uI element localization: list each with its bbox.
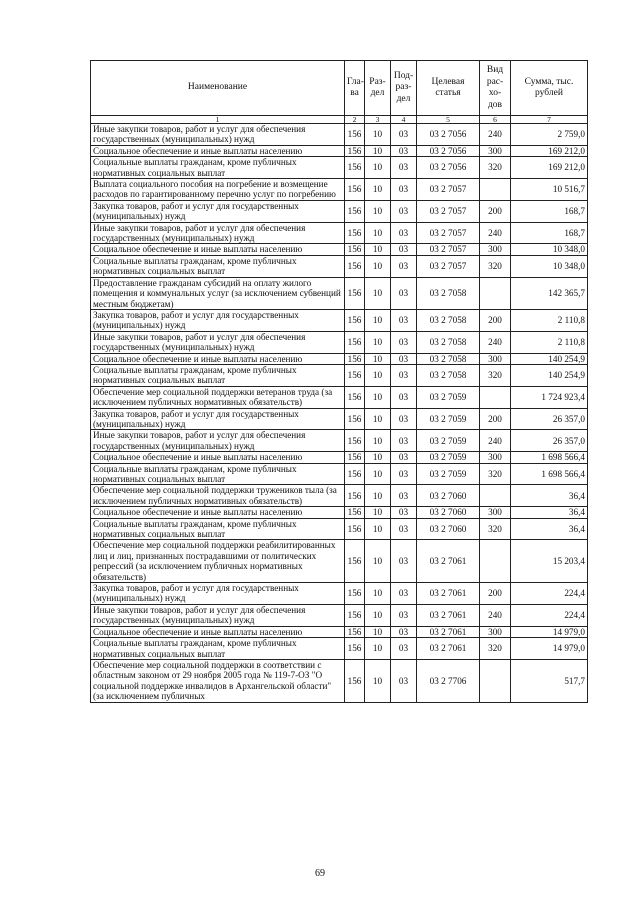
cell-podrazdel: 03	[391, 255, 417, 277]
cell-celevaya-statya: 03 2 7057	[417, 222, 480, 244]
column-number: 3	[365, 116, 391, 124]
cell-summa: 36,4	[511, 485, 588, 507]
cell-celevaya-statya: 03 2 7056	[417, 124, 480, 146]
cell-name: Социальные выплаты гражданам, кроме публичных нормативных социальных выплат	[91, 638, 345, 660]
cell-celevaya-statya: 03 2 7057	[417, 179, 480, 201]
cell-name: Социальное обеспечение и иные выплаты населению	[91, 244, 345, 255]
cell-summa: 224,4	[511, 604, 588, 626]
cell-razdel: 10	[365, 626, 391, 637]
table-row	[91, 244, 588, 255]
column-number: 5	[417, 116, 480, 124]
cell-summa: 1 698 566,4	[511, 452, 588, 463]
cell-razdel: 10	[365, 583, 391, 605]
cell-glava: 156	[345, 638, 365, 660]
cell-vid-rashodov: 300	[480, 452, 511, 463]
cell-podrazdel: 03	[391, 244, 417, 255]
cell-celevaya-statya: 03 2 7058	[417, 309, 480, 331]
cell-celevaya-statya: 03 2 7056	[417, 157, 480, 179]
cell-vid-rashodov: 300	[480, 353, 511, 364]
cell-glava: 156	[345, 626, 365, 637]
cell-summa: 2 110,8	[511, 331, 588, 353]
cell-summa: 14 979,0	[511, 626, 588, 637]
header-celevaya-statya: Целевая статья	[417, 61, 480, 116]
cell-summa: 1 724 923,4	[511, 386, 588, 408]
cell-name: Обеспечение мер социальной поддержки ветеранов труда (за исключением публичных нормативных обязательств)	[91, 386, 345, 408]
cell-vid-rashodov: 300	[480, 507, 511, 518]
cell-razdel: 10	[365, 485, 391, 507]
cell-razdel: 10	[365, 463, 391, 485]
cell-podrazdel: 03	[391, 353, 417, 364]
cell-razdel: 10	[365, 179, 391, 201]
cell-razdel: 10	[365, 157, 391, 179]
cell-vid-rashodov	[480, 386, 511, 408]
cell-summa: 15 203,4	[511, 540, 588, 583]
cell-podrazdel: 03	[391, 659, 417, 702]
cell-podrazdel: 03	[391, 331, 417, 353]
cell-glava: 156	[345, 386, 365, 408]
cell-summa: 36,4	[511, 518, 588, 540]
header-name: Наименование	[91, 61, 345, 116]
cell-glava: 156	[345, 200, 365, 222]
table-row	[91, 540, 588, 583]
table-row	[91, 255, 588, 277]
cell-celevaya-statya: 03 2 7059	[417, 408, 480, 430]
cell-name: Социальные выплаты гражданам, кроме публичных нормативных социальных выплат	[91, 364, 345, 386]
cell-name: Социальное обеспечение и иные выплаты населению	[91, 626, 345, 637]
header-glava: Гла-ва	[345, 61, 365, 116]
table-row	[91, 331, 588, 353]
cell-name: Закупка товаров, работ и услуг для государственных (муниципальных) нужд	[91, 200, 345, 222]
cell-name: Социальные выплаты гражданам, кроме публичных нормативных социальных выплат	[91, 463, 345, 485]
cell-glava: 156	[345, 179, 365, 201]
cell-celevaya-statya: 03 2 7057	[417, 200, 480, 222]
table-row	[91, 277, 588, 309]
cell-name: Закупка товаров, работ и услуг для государственных (муниципальных) нужд	[91, 408, 345, 430]
cell-podrazdel: 03	[391, 518, 417, 540]
cell-vid-rashodov: 240	[480, 604, 511, 626]
cell-podrazdel: 03	[391, 309, 417, 331]
cell-glava: 156	[345, 222, 365, 244]
table-row	[91, 518, 588, 540]
table-row	[91, 386, 588, 408]
cell-name: Социальные выплаты гражданам, кроме публичных нормативных социальных выплат	[91, 518, 345, 540]
cell-podrazdel: 03	[391, 364, 417, 386]
cell-glava: 156	[345, 277, 365, 309]
table-row	[91, 485, 588, 507]
cell-vid-rashodov	[480, 179, 511, 201]
cell-summa: 517,7	[511, 659, 588, 702]
table-row	[91, 353, 588, 364]
cell-summa: 140 254,9	[511, 364, 588, 386]
table-row	[91, 452, 588, 463]
cell-podrazdel: 03	[391, 179, 417, 201]
cell-summa: 224,4	[511, 583, 588, 605]
table-row	[91, 157, 588, 179]
table-row	[91, 124, 588, 146]
cell-celevaya-statya: 03 2 7056	[417, 145, 480, 156]
cell-summa: 2 759,0	[511, 124, 588, 146]
cell-celevaya-statya: 03 2 7059	[417, 430, 480, 452]
cell-glava: 156	[345, 124, 365, 146]
cell-celevaya-statya: 03 2 7058	[417, 331, 480, 353]
cell-podrazdel: 03	[391, 430, 417, 452]
table-row	[91, 309, 588, 331]
cell-glava: 156	[345, 518, 365, 540]
cell-razdel: 10	[365, 353, 391, 364]
cell-razdel: 10	[365, 604, 391, 626]
cell-name: Обеспечение мер социальной поддержки реабилитированных лиц и лиц, признанных пострадавшими от политических репрессий (за исключением публичных нормативных обязательств)	[91, 540, 345, 583]
table-row	[91, 179, 588, 201]
cell-podrazdel: 03	[391, 145, 417, 156]
cell-podrazdel: 03	[391, 124, 417, 146]
cell-vid-rashodov: 240	[480, 331, 511, 353]
cell-name: Предоставление гражданам субсидий на оплату жилого помещения и коммунальных услуг (за исключением субвенций местным бюджетам)	[91, 277, 345, 309]
cell-vid-rashodov: 240	[480, 124, 511, 146]
cell-podrazdel: 03	[391, 604, 417, 626]
cell-celevaya-statya: 03 2 7060	[417, 507, 480, 518]
cell-summa: 26 357,0	[511, 430, 588, 452]
cell-vid-rashodov	[480, 540, 511, 583]
cell-summa: 36,4	[511, 507, 588, 518]
cell-vid-rashodov: 240	[480, 222, 511, 244]
cell-summa: 26 357,0	[511, 408, 588, 430]
cell-podrazdel: 03	[391, 540, 417, 583]
cell-summa: 10 348,0	[511, 244, 588, 255]
cell-podrazdel: 03	[391, 386, 417, 408]
cell-razdel: 10	[365, 145, 391, 156]
cell-vid-rashodov: 200	[480, 309, 511, 331]
cell-celevaya-statya: 03 2 7057	[417, 244, 480, 255]
cell-razdel: 10	[365, 507, 391, 518]
cell-glava: 156	[345, 255, 365, 277]
table-row	[91, 604, 588, 626]
cell-glava: 156	[345, 145, 365, 156]
cell-summa: 10 348,0	[511, 255, 588, 277]
cell-name: Иные закупки товаров, работ и услуг для обеспечения государственных (муниципальных) нужд	[91, 331, 345, 353]
cell-razdel: 10	[365, 540, 391, 583]
cell-razdel: 10	[365, 518, 391, 540]
cell-razdel: 10	[365, 659, 391, 702]
cell-celevaya-statya: 03 2 7061	[417, 540, 480, 583]
cell-podrazdel: 03	[391, 277, 417, 309]
cell-name: Закупка товаров, работ и услуг для государственных (муниципальных) нужд	[91, 583, 345, 605]
cell-name: Социальное обеспечение и иные выплаты населению	[91, 452, 345, 463]
cell-celevaya-statya: 03 2 7061	[417, 626, 480, 637]
cell-vid-rashodov: 300	[480, 626, 511, 637]
cell-name: Иные закупки товаров, работ и услуг для обеспечения государственных (муниципальных) нужд	[91, 222, 345, 244]
header-podrazdel: Под-раз-дел	[391, 61, 417, 116]
cell-vid-rashodov: 320	[480, 364, 511, 386]
cell-vid-rashodov: 300	[480, 244, 511, 255]
cell-vid-rashodov	[480, 485, 511, 507]
cell-podrazdel: 03	[391, 583, 417, 605]
column-number: 7	[511, 116, 588, 124]
cell-podrazdel: 03	[391, 485, 417, 507]
cell-celevaya-statya: 03 2 7060	[417, 518, 480, 540]
cell-vid-rashodov: 200	[480, 583, 511, 605]
table-row	[91, 638, 588, 660]
cell-summa: 168,7	[511, 200, 588, 222]
budget-table	[90, 60, 588, 703]
cell-celevaya-statya: 03 2 7060	[417, 485, 480, 507]
cell-glava: 156	[345, 408, 365, 430]
cell-vid-rashodov	[480, 659, 511, 702]
cell-vid-rashodov	[480, 277, 511, 309]
cell-summa: 169 212,0	[511, 145, 588, 156]
header-row	[91, 61, 588, 116]
cell-podrazdel: 03	[391, 408, 417, 430]
column-number-row	[91, 116, 588, 124]
cell-podrazdel: 03	[391, 638, 417, 660]
cell-razdel: 10	[365, 124, 391, 146]
cell-summa: 140 254,9	[511, 353, 588, 364]
table-row	[91, 364, 588, 386]
cell-celevaya-statya: 03 2 7058	[417, 277, 480, 309]
cell-celevaya-statya: 03 2 7059	[417, 463, 480, 485]
cell-summa: 169 212,0	[511, 157, 588, 179]
cell-summa: 142 365,7	[511, 277, 588, 309]
cell-vid-rashodov: 240	[480, 430, 511, 452]
cell-glava: 156	[345, 353, 365, 364]
column-number: 2	[345, 116, 365, 124]
cell-glava: 156	[345, 309, 365, 331]
table-row	[91, 408, 588, 430]
cell-vid-rashodov: 320	[480, 518, 511, 540]
cell-name: Иные закупки товаров, работ и услуг для обеспечения государственных (муниципальных) нужд	[91, 604, 345, 626]
cell-name: Закупка товаров, работ и услуг для государственных (муниципальных) нужд	[91, 309, 345, 331]
cell-razdel: 10	[365, 200, 391, 222]
cell-razdel: 10	[365, 277, 391, 309]
cell-celevaya-statya: 03 2 7061	[417, 604, 480, 626]
cell-razdel: 10	[365, 255, 391, 277]
cell-celevaya-statya: 03 2 7058	[417, 364, 480, 386]
cell-name: Социальные выплаты гражданам, кроме публичных нормативных социальных выплат	[91, 157, 345, 179]
cell-podrazdel: 03	[391, 507, 417, 518]
cell-glava: 156	[345, 452, 365, 463]
cell-name: Социальное обеспечение и иные выплаты населению	[91, 353, 345, 364]
page-number: 69	[315, 868, 325, 879]
cell-podrazdel: 03	[391, 463, 417, 485]
cell-glava: 156	[345, 604, 365, 626]
header-vid-rashodov: Вид рас-хо-дов	[480, 61, 511, 116]
cell-name: Социальное обеспечение и иные выплаты населению	[91, 145, 345, 156]
cell-name: Иные закупки товаров, работ и услуг для обеспечения государственных (муниципальных) нужд	[91, 124, 345, 146]
table-row	[91, 222, 588, 244]
cell-razdel: 10	[365, 244, 391, 255]
table-row	[91, 659, 588, 702]
cell-razdel: 10	[365, 408, 391, 430]
cell-glava: 156	[345, 331, 365, 353]
cell-glava: 156	[345, 659, 365, 702]
cell-vid-rashodov: 320	[480, 255, 511, 277]
cell-razdel: 10	[365, 364, 391, 386]
table-body	[91, 124, 588, 703]
cell-vid-rashodov: 200	[480, 408, 511, 430]
cell-razdel: 10	[365, 309, 391, 331]
cell-name: Обеспечение мер социальной поддержки в соответствии с областным законом от 29 ноября 2005 года № 119-7-ОЗ "О социальной поддержке инвалидов в Архангельской области" (за исключением публичных	[91, 659, 345, 702]
cell-summa: 14 979,0	[511, 638, 588, 660]
cell-name: Выплата социального пособия на погребение и возмещение расходов по гарантированному перечню услуг по погребению	[91, 179, 345, 201]
cell-name: Обеспечение мер социальной поддержки тружеников тыла (за исключением публичных нормативных обязательств)	[91, 485, 345, 507]
cell-vid-rashodov: 200	[480, 200, 511, 222]
cell-razdel: 10	[365, 222, 391, 244]
cell-razdel: 10	[365, 386, 391, 408]
cell-vid-rashodov: 300	[480, 145, 511, 156]
cell-glava: 156	[345, 364, 365, 386]
cell-podrazdel: 03	[391, 200, 417, 222]
cell-glava: 156	[345, 507, 365, 518]
table-row	[91, 145, 588, 156]
table-row	[91, 626, 588, 637]
header-summa: Сумма, тыс. рублей	[511, 61, 588, 116]
column-number: 1	[91, 116, 345, 124]
cell-glava: 156	[345, 157, 365, 179]
table-row	[91, 463, 588, 485]
table-row	[91, 200, 588, 222]
cell-glava: 156	[345, 540, 365, 583]
cell-summa: 2 110,8	[511, 309, 588, 331]
cell-podrazdel: 03	[391, 222, 417, 244]
cell-name: Социальные выплаты гражданам, кроме публичных нормативных социальных выплат	[91, 255, 345, 277]
cell-razdel: 10	[365, 430, 391, 452]
cell-celevaya-statya: 03 2 7061	[417, 638, 480, 660]
cell-name: Иные закупки товаров, работ и услуг для обеспечения государственных (муниципальных) нужд	[91, 430, 345, 452]
cell-glava: 156	[345, 583, 365, 605]
cell-celevaya-statya: 03 2 7061	[417, 583, 480, 605]
cell-vid-rashodov: 320	[480, 638, 511, 660]
table-row	[91, 507, 588, 518]
cell-glava: 156	[345, 244, 365, 255]
cell-summa: 168,7	[511, 222, 588, 244]
cell-celevaya-statya: 03 2 7057	[417, 255, 480, 277]
cell-celevaya-statya: 03 2 7058	[417, 353, 480, 364]
cell-razdel: 10	[365, 452, 391, 463]
column-number: 4	[391, 116, 417, 124]
table-row	[91, 430, 588, 452]
cell-celevaya-statya: 03 2 7059	[417, 386, 480, 408]
cell-celevaya-statya: 03 2 7706	[417, 659, 480, 702]
cell-summa: 10 516,7	[511, 179, 588, 201]
header-razdel: Раз-дел	[365, 61, 391, 116]
column-number: 6	[480, 116, 511, 124]
cell-glava: 156	[345, 463, 365, 485]
cell-summa: 1 698 566,4	[511, 463, 588, 485]
cell-glava: 156	[345, 485, 365, 507]
cell-vid-rashodov: 320	[480, 463, 511, 485]
cell-glava: 156	[345, 430, 365, 452]
cell-podrazdel: 03	[391, 157, 417, 179]
cell-name: Социальное обеспечение и иные выплаты населению	[91, 507, 345, 518]
cell-podrazdel: 03	[391, 626, 417, 637]
cell-razdel: 10	[365, 331, 391, 353]
cell-vid-rashodov: 320	[480, 157, 511, 179]
cell-razdel: 10	[365, 638, 391, 660]
table-row	[91, 583, 588, 605]
cell-podrazdel: 03	[391, 452, 417, 463]
cell-celevaya-statya: 03 2 7059	[417, 452, 480, 463]
